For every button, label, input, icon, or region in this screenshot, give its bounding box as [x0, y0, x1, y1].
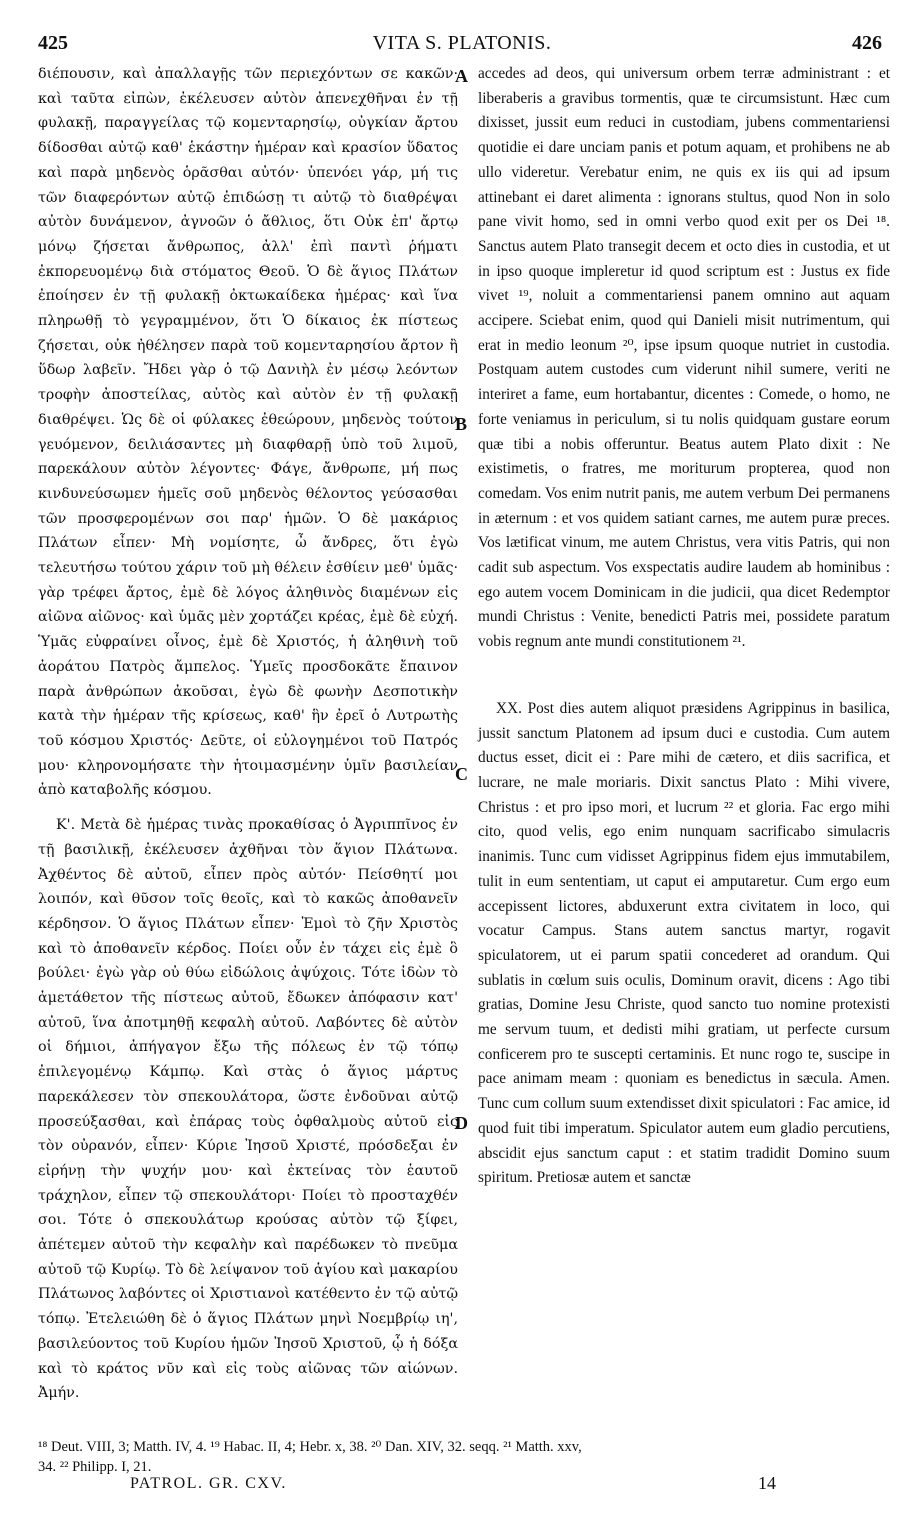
margin-marker-d: D — [455, 1113, 468, 1133]
volume-label: PATROL. GR. CXV. — [130, 1475, 287, 1492]
page-number-left: 425 — [38, 32, 68, 54]
footnote-line-2: 34. ²² Philipp. I, 21. — [38, 1459, 152, 1475]
signature-mark: 14 — [758, 1473, 776, 1493]
latin-paragraph-2: XX. Post dies autem aliquot præsidens Agrippinus in basilica, jussit sanctum Platonem ad ipsum duci e custodia. Cum autem ductus esset, dicit ei : Pare mihi de cætero, et diis sacrifica, et lucrare, ne male moriaris. Dixit sanctus Plato : Mihi vivere, Christus : et pro ipso mori, et lucrum ²² et gloria. Fac ergo mihi cito, quod velis, ego enim nunquam sacrificabo simulacris inanimis. Tunc cum vidisset Agrippinus fidem ejus immutabilem, tulit in eum sententiam, ut caput ei amputaretur. Cum ergo eum accepissent lictores, abduxerunt extra civitatem in loco, qui vocatur Campus. Stans autem sanctus martyr, rogavit spiculatorem, ut ei parum spatii concederet ad orandum. Qui sublatis in cœlum suis oculis, Dominum oravit, dicens : Ago tibi gratias, Domine Jesu Christe, quod sancto tuo nomine protexisti me servum tuum, et dedisti mihi gratiam, ut perfecte cursum conficerem pro te suscepti certaminis. Et nunc rogo te, suscipe in pace animam meam : quoniam es benedictus in sæcula. Amen. Tunc cum collum suum extendisset dixit spiculatori : Fac amice, id quod fuit tibi imperatum. Spiculator autem eum gladio percutiens, abscidit ejus sanctum caput : et statim tradidit Domino suum spiritum. Pretiosæ autem et sanctæ — [478, 699, 890, 1187]
margin-marker-b: B — [455, 414, 468, 434]
greek-paragraph-2: Κ'. Μετὰ δὲ ἡμέρας τινὰς προκαθίσας ὁ Ἀγριππῖνος ἐν τῇ βασιλικῇ, ἐκέλευσεν ἀχθῆναι τὸν ἅγιον Πλάτωνα. Ἀχθέντος δὲ αὐτοῦ, εἶπεν πρὸς αὐτόν· Πείσθητί μοι λοιπόν, καὶ θῦσον τοῖς θεοῖς, καὶ τὸ κακῶς ἀποθανεῖν κέρδησον. Ὁ ἅγιος Πλάτων εἶπεν· Ἐμοὶ τὸ ζῆν Χριστὸς καὶ τὸ ἀποθανεῖν κέρδος. Ποίει οὖν ἐν τάχει εἰς ἐμὲ ὃ βούλει· ἐγὼ γὰρ οὐ θύω εἰδώλοις ἀψύχοις. Τότε ἰδὼν τὸ ἀμετάθετον τῆς πίστεως αὐτοῦ, ἔδωκεν ἀπόφασιν κατ' αὐτοῦ, ἵνα ἀποτμηθῇ κεφαλὴ αὐτοῦ. Λαβόντες δὲ αὐτὸν οἱ δήμιοι, ἀπήγαγον ἔξω τῆς πόλεως ἐν τῷ τόπῳ ἐπιλεγομένῳ Κάμπῳ. Καὶ στὰς ὁ ἅγιος μάρτυς παρεκάλεσεν τὸν σπεκουλάτορα, ὥστε ἐνδοῦναι αὐτῷ προσεύξασθαι, καὶ ἐπάρας τοὺς ὀφθαλμοὺς αὐτοῦ εἰς τὸν οὐρανόν, εἶπεν· Κύριε Ἰησοῦ Χριστέ, πρόσδεξαι ἐν εἰρήνῃ τὴν ψυχήν μου· καὶ ἐκτείνας τὸν ἑαυτοῦ τράχηλον, εἶπεν τῷ σπεκουλάτορι· Ποίει τὸ προσταχθέν σοι. Τότε ὁ σπεκουλάτωρ κρούσας αὐτὸν τῷ ξίφει, ἀπέτεμεν αὐτοῦ τὴν κεφαλὴν καὶ παρέδωκεν τὸ πνεῦμα αὐτοῦ τῷ Κυρίῳ. Τὸ δὲ λείψανον τοῦ ἁγίου καὶ μακαρίου Πλάτωνος λαβόντες οἱ Χριστιανοὶ κατέθεντο ἐν τῷ αὐτῷ τόπῳ. Ἐτελειώθη δὲ ὁ ἅγιος Πλάτων μηνὶ Νοεμβρίῳ ιη', βασιλεύοντος τοῦ Κυρίου ἡμῶν Ἰησοῦ Χριστοῦ, ᾧ ἡ δόξα καὶ τὸ κράτος νῦν καὶ εἰς τοὺς αἰῶνας τῶν αἰώνων. Ἀμήν. — [38, 817, 458, 1402]
page-footer — [130, 1475, 810, 1493]
latin-paragraph-1: accedes ad deos, qui universum orbem terræ administrant : et liberaberis a gravibus tormentis, quæ te circumsistunt. Hæc cum dixisset, jussit eum reduci in custodiam, jubens commentariensi quotidie ei dare unciam panis et potum aquam, et prohibens ne ab ullo videretur. Verebatur enim, ne quis ex iis qui ad ipsum attinebant ei daret alimenta : ignorans stultus, quod Non in solo pane vivit homo, sed in omni verbo quod exit per os Dei ¹⁸. Sanctus autem Plato transegit decem et octo dies in custodia, et ut in ipso quoque impleretur id quod scriptum est : Justus ex fide vivet ¹⁹, noluit a commentariensi panem omnino aut aquam accipere. Sciebat enim, quod qui Danieli misit nutrimentum, qui erat in medio leonum ²⁰, ipse ipsum quoque nutriet in custodia. Postquam autem custodes cum viderunt nihil sumere, veriti ne interiret a fame, eum hortabantur, dicentes : Comede, o homo, ne forte veniamus in periculum, si tu nolis quidquam gustare eorum quæ tibi a nobis offeruntur. Beatus autem Plato dixit : Ne existimetis, o fratres, me moriturum propterea, quod non comedam. Vos enim nutrit panis, me autem verbum Dei permanens in æternum : et vos quidem satiant carnes, me autem puræ preces. Vos lætificat vinum, me autem Christus, vera vitis Patris, qui non cadit sub aspectum. Vos exspectatis audire laudem ab hominibus : ego autem vocem Dominicam in die judicii, qua dicet Redemptor mundi Christus : Venite, benedicti Patris mei, possidete paratum vobis regnum ante mundi constitutionem ²¹. — [478, 65, 890, 651]
footnotes — [38, 1437, 898, 1477]
greek-paragraph-1: διέπουσιν, καὶ ἀπαλλαγῇς τῶν περιεχόντων σε κακῶν· καὶ ταῦτα εἰπὼν, ἐκέλευσεν αὐτὸν ἀπενεχθῆναι ἐν τῇ φυλακῇ, παραγγείλας τῷ κομενταρησίῳ, οὐγκίαν ἄρτου δίδοσθαι αὐτῷ καθ' ἑκάστην ἡμέραν καὶ κρασίον ὕδατος καὶ παρὰ μηδενὸς ὁρᾶσθαι αὐτόν· ὑπενόει γάρ, μή τις τῶν διαφερόντων αὐτῷ ἐπιδώσῃ τι αὐτῷ τὸ διαθρέψαι αὐτὸν δυνάμενον, ἀγνοῶν ὁ ἄθλιος, ὅτι Οὐκ ἐπ' ἄρτῳ μόνῳ ζήσεται ἄνθρωπος, ἀλλ' ἐπὶ παντὶ ῥήματι ἐκπορευομένῳ διὰ στόματος Θεοῦ. Ὁ δὲ ἅγιος Πλάτων ἐποίησεν ἐν τῇ φυλακῇ ὀκτωκαίδεκα ἡμέρας· καὶ ἵνα πληρωθῇ τὸ γεγραμμένον, ὅτι Ὁ δίκαιος ἐκ πίστεως ζήσεται, οὐκ ἠθέλησεν παρὰ τοῦ κομενταρησίου ἄρτον ἢ ὕδωρ λαβεῖν. Ἤδει γὰρ ὁ τῷ Δανιὴλ ἐν μέσῳ λεόντων τροφὴν ἀποστείλας, αὐτὸς καὶ αὐτὸν ἐν τῇ φυλακῇ διαθρέψει. Ὡς δὲ οἱ φύλακες ἐθεώρουν, μηδενὸς τούτον γευόμενον, δειλιάσαντες μὴ διαφθαρῇ ὑπὸ τοῦ λιμοῦ, παρεκάλουν αὐτὸν λέγοντες· Φάγε, ἄνθρωπε, μή πως κινδυνεύσωμεν ἡμεῖς σοῦ μηδενὸς θέλοντος γεύσασθαι τῶν προσφερομένων σοι παρ' ἡμῶν. Ὁ δὲ μακάριος Πλάτων εἶπεν· Μὴ νομίσητε, ὦ ἄνδρες, ὅτι ἐγὼ τελευτήσω τούτου χάριν τοῦ μὴ θέλειν ἐσθίειν μεθ' ὑμᾶς· γὰρ τρέφει ἄρτος, ἐμὲ δὲ λόγος ἀληθινὸς διαμένων εἰς αἰῶνα αἰῶνος· καὶ ὑμᾶς μὲν χορτάζει κρέας, ἐμὲ δὲ εὐχή. Ὑμᾶς εὐφραίνει οἶνος, ἐμὲ δὲ Χριστός, ἡ ἀληθινὴ τοῦ ἀοράτου Πατρὸς ἄμπελος. Ὑμεῖς προσδοκᾶτε ἔπαινον παρὰ ἀνθρώπων ἀκοῦσαι, ἐγὼ δὲ φωνὴν Δεσποτικὴν κατὰ τὴν ἡμέραν τῆς κρίσεως, καθ' ἣν ἐρεῖ ὁ Λυτρωτὴς τοῦ κόσμου Χριστός· Δεῦτε, οἱ εὐλογημένοι τοῦ Πατρός μου· κληρονομήσατε τὴν ἡτοιμασμένην ὑμῖν βασιλείαν ἀπὸ καταβολῆς κόσμου. — [38, 66, 458, 799]
margin-marker-c: C — [455, 764, 468, 784]
page-number-right: 426 — [852, 32, 882, 54]
footnote-line-1: ¹⁸ Deut. VIII, 3; Matth. IV, 4. ¹⁹ Habac. II, 4; Hebr. x, 38. ²⁰ Dan. XIV, 32. seqq. ²¹ Matth. xxv, — [38, 1439, 582, 1455]
running-header — [0, 30, 924, 60]
latin-column — [478, 62, 890, 1191]
margin-marker-a: A — [455, 66, 468, 86]
greek-column — [38, 62, 458, 1406]
page-title: VITA S. PLATONIS. — [372, 32, 552, 54]
